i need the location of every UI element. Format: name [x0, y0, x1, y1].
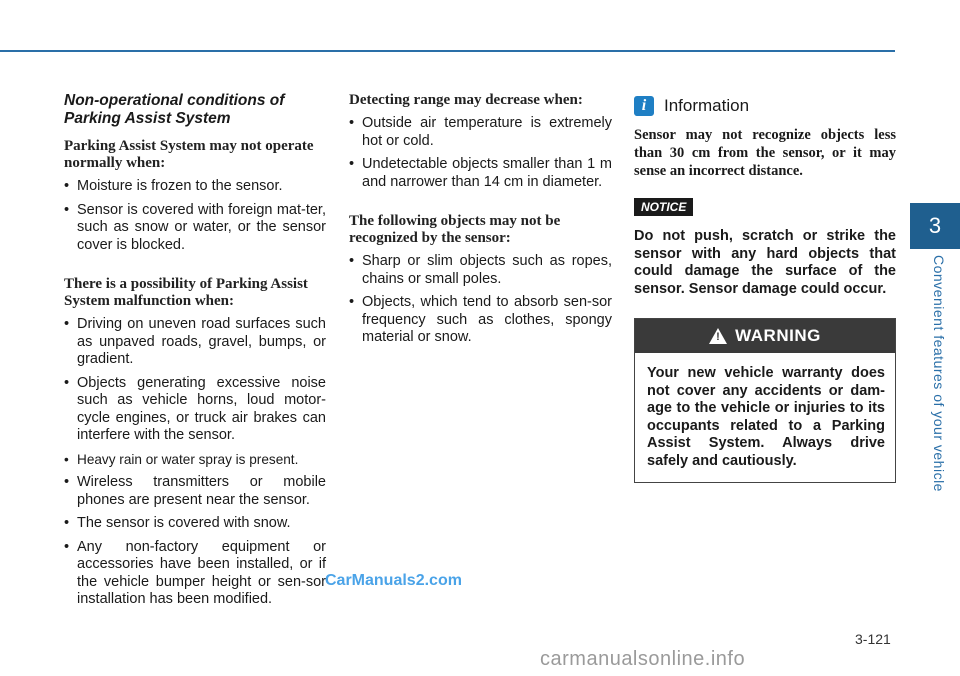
subheading-not-recognized: The following objects may not be recognized by the sensor:	[349, 213, 561, 246]
list-item: • Wireless transmitters or mobile phones are present near the sensor.	[64, 474, 326, 509]
notice-text: Do not push, scratch or strike the sensor with any hard objects that could damage the surface of the sensor. Sensor damage could occur.	[634, 228, 896, 297]
list-item: • Objects, which tend to absorb sen-sor frequency such as clothes, spongy material or snow.	[349, 294, 612, 347]
information-header	[634, 96, 896, 116]
header-rule	[0, 50, 895, 52]
watermark-link[interactable]: CarManuals2.com	[325, 572, 462, 589]
column-1	[64, 92, 326, 631]
list-item: • Sharp or slim objects such as ropes, chains or small poles.	[349, 253, 612, 288]
subheading-not-operate: Parking Assist System may not operate normally when:	[64, 138, 314, 171]
list-not-recognized	[349, 253, 612, 347]
section-heading: Non-operational conditions of Parking Assist System	[64, 92, 285, 127]
list-item: • Heavy rain or water spray is present.	[64, 451, 326, 469]
notice-badge: NOTICE	[634, 198, 693, 216]
list-item: • Outside air temperature is extremely hot or cold.	[349, 115, 612, 150]
warning-box	[634, 318, 896, 483]
list-malfunction	[64, 316, 326, 609]
list-item: • Moisture is frozen to the sensor.	[64, 178, 326, 196]
warning-title: WARNING	[735, 326, 821, 345]
page-number: 3-121	[855, 631, 891, 647]
list-item: • Driving on uneven road surfaces such as unpaved roads, gravel, bumps, or gradient.	[64, 316, 326, 369]
column-2	[349, 92, 612, 369]
warning-triangle-icon: !	[709, 328, 727, 344]
list-not-operate	[64, 178, 326, 254]
list-range-decrease	[349, 115, 612, 191]
information-text: Sensor may not recognize objects less than 30 cm from the sensor, or it may sense an incorrect distance.	[634, 127, 896, 179]
list-item: • Undetectable objects smaller than 1 m and narrower than 14 cm in diameter.	[349, 156, 612, 191]
footer-watermark: carmanualsonline.info	[540, 648, 746, 670]
warning-header	[635, 319, 895, 353]
subheading-range-decrease: Detecting range may decrease when:	[349, 92, 583, 108]
chapter-side-title: Convenient features of your vehicle	[931, 255, 947, 492]
chapter-tab: 3	[910, 203, 960, 249]
information-title: Information	[664, 96, 750, 115]
list-item: • Sensor is covered with foreign mat-ter, such as snow or water, or the sensor cover is blocked.	[64, 202, 326, 255]
column-3	[634, 96, 896, 483]
info-icon: i	[634, 96, 654, 116]
subheading-malfunction: There is a possibility of Parking Assist System malfunction when:	[64, 276, 308, 309]
list-item: • Objects generating excessive noise such as vehicle horns, loud motor-cycle engines, or truck air brakes can interfere with the sensor.	[64, 375, 326, 445]
list-item: • Any non-factory equipment or accessories have been installed, or if the vehicle bumper height or sen-sor installation has been modified.	[64, 539, 326, 609]
list-item: • The sensor is covered with snow.	[64, 515, 326, 533]
warning-text: Your new vehicle warranty does not cover any accidents or dam-age to the vehicle or injuries to its occupants related to a Parking Assist System. Always drive safely and cautiously.	[647, 365, 885, 469]
